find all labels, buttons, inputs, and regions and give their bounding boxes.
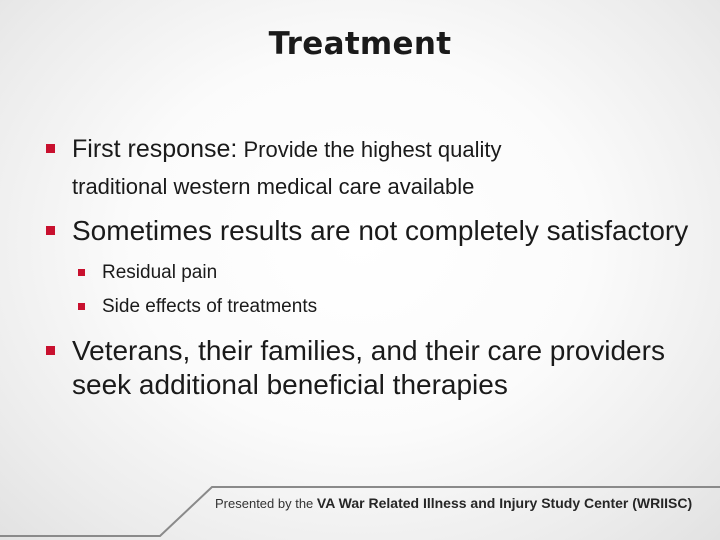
sub-bullet-text: Residual pain <box>102 262 218 283</box>
bullet-lead: First response: <box>72 135 238 163</box>
bullet-text: Veterans, their families, and their care providers seek additional beneficial therapies <box>72 335 665 400</box>
slide-title: Treatment <box>268 26 452 62</box>
bullet-text-continued: traditional western medical care available <box>72 174 475 199</box>
bullet-text: Provide the highest quality <box>237 137 502 162</box>
bullet-text: Sometimes results are not completely satisfactory <box>72 215 689 246</box>
footer-prefix: Presented by the <box>215 496 317 511</box>
footer-organization: VA War Related Illness and Injury Study Center (WRIISC) <box>316 495 693 511</box>
sub-bullet-text: Side effects of treatments <box>102 296 318 317</box>
footer <box>215 495 692 511</box>
